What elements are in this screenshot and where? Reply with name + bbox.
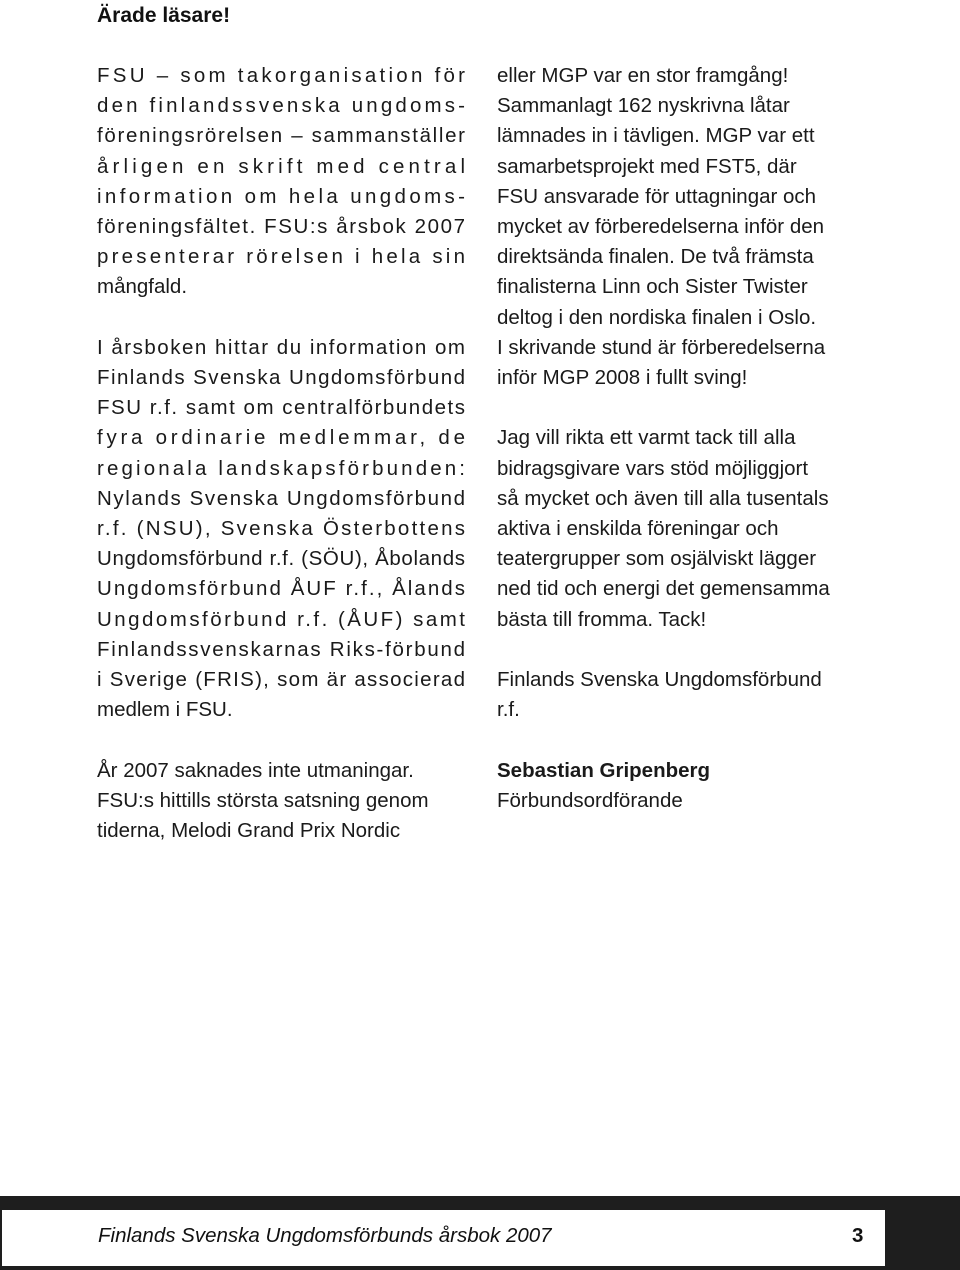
text-line: Finlandssvenskarnas Riks-förbund (97, 637, 467, 661)
text-line: deltog i den nordiska finalen i Oslo. (497, 305, 817, 329)
text-line: ned tid och energi det gemensamma (497, 577, 830, 601)
text-line: föreningsrörelsen – sammanställer (97, 124, 467, 148)
organizations-paragraph (97, 333, 469, 726)
signature-name: Sebastian Gripenberg (497, 758, 711, 782)
page-heading: Ärade läsare! (97, 4, 231, 27)
text-line: finalisterna Linn och Sister Twister (497, 275, 808, 299)
text-line: bidragsgivare vars stöd möjliggjort (497, 456, 809, 480)
text-line: Ungdomsförbund r.f. (ÅUF) samt (97, 607, 468, 631)
text-line: Ungdomsförbund r.f. (SÖU), Åbolands (97, 547, 466, 571)
text-line: medlem i FSU. (97, 698, 233, 722)
text-line: bästa till fromma. Tack! (497, 607, 707, 631)
text-line: årligen en skrift med central (97, 154, 470, 178)
text-line: FSU – som takorganisation för (97, 64, 469, 87)
text-line: samarbetsprojekt med FST5, där (497, 154, 797, 178)
text-line: lämnades in i tävligen. MGP var ett (497, 124, 815, 148)
left-column (97, 61, 470, 846)
text-line: r.f. (NSU), Svenska Österbottens (97, 517, 468, 541)
text-line: r.f. (497, 698, 520, 722)
text-line: Ungdomsförbund ÅUF r.f., Ålands (97, 577, 468, 601)
mgp-paragraph (497, 61, 865, 393)
text-line: teatergrupper som osjälviskt lägger (497, 547, 817, 571)
text-line: aktiva i enskilda föreningar och (497, 517, 779, 541)
text-line: FSU r.f. samt om centralförbundets (97, 396, 467, 420)
text-line: mångfald. (97, 275, 188, 299)
footer-title: Finlands Svenska Ungdomsförbunds årsbok 2007 (98, 1224, 552, 1247)
signature-title: Förbundsordförande (497, 788, 683, 812)
text-line: i Sverige (FRIS), som är associerad (97, 668, 467, 692)
text-line: Finlands Svenska Ungdomsförbund (97, 366, 467, 390)
signature (497, 756, 865, 816)
text-line: presenterar rörelsen i hela sin (97, 245, 469, 269)
text-line: inför MGP 2008 i fullt sving! (497, 366, 748, 390)
organization-signoff (497, 665, 865, 725)
text-line: Nylands Svenska Ungdomsförbund (97, 486, 467, 510)
text-line: Sammanlagt 162 nyskrivna låtar (497, 94, 790, 118)
challenges-paragraph (97, 756, 465, 847)
text-line: I årsboken hittar du information om (97, 335, 467, 359)
text-line: FSU:s hittills största satsning genom (97, 788, 429, 812)
text-line: direktsända finalen. De två främsta (497, 245, 814, 269)
text-line: Jag vill rikta ett varmt tack till alla (497, 426, 796, 450)
page-number: 3 (852, 1224, 864, 1247)
text-line: information om hela ungdoms- (97, 184, 469, 208)
text-line: FSU ansvarade för uttagningar och (497, 184, 817, 208)
text-line: fyra ordinarie medlemmar, de (97, 426, 469, 450)
text-line: mycket av förberedelserna inför den (497, 215, 825, 239)
text-line: eller MGP var en stor framgång! (497, 64, 789, 87)
thanks-paragraph (497, 423, 865, 634)
intro-paragraph (97, 61, 470, 303)
text-line: År 2007 saknades inte utmaningar. (97, 758, 414, 782)
text-line: I skrivande stund är förberedelserna (497, 335, 826, 359)
text-line: den finlandssvenska ungdoms- (97, 94, 469, 118)
text-line: regionala landskapsförbunden: (97, 456, 469, 480)
text-line: så mycket och även till alla tusentals (497, 486, 829, 510)
text-line: tiderna, Melodi Grand Prix Nordic (97, 819, 401, 843)
right-column (497, 61, 865, 816)
text-line: föreningsfältet. FSU:s årsbok 2007 (97, 215, 467, 239)
text-line: Finlands Svenska Ungdomsförbund (497, 668, 822, 692)
